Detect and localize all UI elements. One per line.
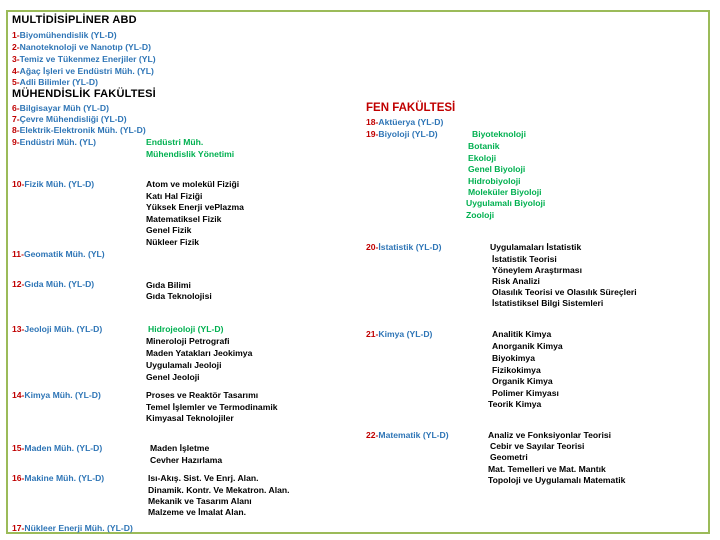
fen-d20-sub-1: Uygulamaları İstatistik	[490, 242, 582, 252]
fen-d19-sub-2: Botanik	[468, 141, 500, 151]
fen-d21-sub-2: Anorganik Kimya	[492, 341, 563, 351]
muh-dept-6: 6-Bilgisayar Müh (YL-D)	[12, 103, 109, 113]
muh-d10-sub-4: Matematiksel Fizik	[146, 214, 222, 224]
muh-d14-sub-1: Proses ve Reaktör Tasarımı	[146, 390, 259, 400]
fen-d20-sub-3: Yöneylem Araştırması	[492, 265, 582, 275]
fen-d21-sub-7: Teorik Kimya	[488, 399, 542, 409]
muh-d16-sub-1: Isı-Akış. Sist. Ve Enrj. Alan.	[148, 473, 259, 483]
muh-d12-sub-1: Gıda Bilimi	[146, 280, 191, 290]
fen-dept-19: 19-Biyoloji (YL-D)	[366, 129, 438, 139]
muh-dept-16: 16-Makine Müh. (YL-D)	[12, 473, 105, 483]
muh-heading: MÜHENDİSLİK FAKÜLTESİ	[12, 88, 156, 100]
muh-dept-9: 9-Endüstri Müh. (YL)	[12, 137, 97, 147]
muh-d16-sub-4: Malzeme ve İmalat Alan.	[148, 507, 247, 517]
muh-d13-sub-4: Uygulamalı Jeoloji	[146, 360, 222, 370]
muh-d9-sub-1: Endüstri Müh.	[146, 137, 204, 147]
muh-dept-12: 12-Gıda Müh. (YL-D)	[12, 279, 95, 289]
muh-d14-sub-2: Temel İşlemler ve Termodinamik	[146, 402, 278, 412]
fen-d22-sub-3: Geometri	[490, 452, 528, 462]
muh-d14-sub-3: Kimyasal Teknolojiler	[146, 413, 234, 423]
fen-d22-sub-1: Analiz ve Fonksiyonlar Teorisi	[488, 430, 612, 440]
fen-d22-sub-5: Topoloji ve Uygulamalı Matematik	[488, 475, 626, 485]
muh-d16-sub-3: Mekanik ve Tasarım Alanı	[148, 496, 252, 506]
fen-d21-sub-1: Analitik Kimya	[492, 329, 552, 339]
muh-dept-15: 15-Maden Müh. (YL-D)	[12, 443, 103, 453]
muh-d9-sub-2: Mühendislik Yönetimi	[146, 149, 235, 159]
muh-d13-sub-3: Maden Yatakları Jeokimya	[146, 348, 253, 358]
fen-dept-21: 21-Kimya (YL-D)	[366, 329, 433, 339]
muh-d13-sub-5: Genel Jeoloji	[146, 372, 200, 382]
fen-d20-sub-6: İstatistiksel Bilgi Sistemleri	[492, 298, 604, 308]
fen-d20-sub-5: Olasılık Teorisi ve Olasılık Süreçleri	[492, 287, 637, 297]
muh-d15-sub-1: Maden İşletme	[150, 443, 210, 453]
fen-d20-sub-2: İstatistik Teorisi	[492, 254, 557, 264]
multi-item-1: 1-Biyomühendislik (YL-D)	[12, 30, 117, 40]
fen-d22-sub-4: Mat. Temelleri ve Mat. Mantık	[488, 464, 606, 474]
fen-heading: FEN FAKÜLTESİ	[366, 102, 456, 114]
fen-d21-sub-4: Fizikokimya	[492, 365, 541, 375]
fen-dept-22: 22-Matematik (YL-D)	[366, 430, 449, 440]
fen-d22-sub-2: Cebir ve Sayılar Teorisi	[490, 441, 585, 451]
fen-d19-sub-1: Biyoteknoloji	[472, 129, 526, 139]
multi-item-4: 4-Ağaç İşleri ve Endüstri Müh. (YL)	[12, 66, 154, 76]
fen-d19-sub-8: Zooloji	[466, 210, 495, 220]
muh-dept-14: 14-Kimya Müh. (YL-D)	[12, 390, 101, 400]
multi-item-5: 5-Adli Bilimler (YL-D)	[12, 77, 98, 87]
muh-d15-sub-2: Cevher Hazırlama	[150, 455, 223, 465]
multi-item-2: 2-Nanoteknoloji ve Nanotıp (YL-D)	[12, 42, 151, 52]
muh-d13-sub-1: Hidrojeoloji (YL-D)	[148, 324, 224, 334]
muh-d10-sub-3: Yüksek Enerji vePlazma	[146, 202, 244, 212]
multi-heading: MULTİDİSİPLİNER ABD	[12, 14, 137, 26]
fen-d21-sub-5: Organik Kimya	[492, 376, 553, 386]
fen-d21-sub-3: Biyokimya	[492, 353, 535, 363]
muh-d16-sub-2: Dinamik. Kontr. Ve Mekatron. Alan.	[148, 485, 290, 495]
fen-d19-sub-6: Moleküler Biyoloji	[468, 187, 542, 197]
muh-dept-8: 8-Elektrik-Elektronik Müh. (YL-D)	[12, 125, 146, 135]
fen-d19-sub-3: Ekoloji	[468, 153, 497, 163]
fen-d19-sub-7: Uygulamalı Biyoloji	[466, 198, 546, 208]
fen-d20-sub-4: Risk Analizi	[492, 276, 540, 286]
muh-d10-sub-1: Atom ve molekül Fiziği	[146, 179, 240, 189]
fen-d19-sub-5: Hidrobiyoloji	[468, 176, 521, 186]
muh-d10-sub-2: Katı Hal Fiziği	[146, 191, 203, 201]
multi-item-3: 3-Temiz ve Tükenmez Enerjiler (YL)	[12, 54, 156, 64]
muh-d13-sub-2: Mineroloji Petrografi	[146, 336, 230, 346]
muh-dept-7: 7-Çevre Mühendisliği (YL-D)	[12, 114, 127, 124]
muh-dept-17: 17-Nükleer Enerji Müh. (YL-D)	[12, 523, 133, 533]
muh-dept-11: 11-Geomatik Müh. (YL)	[12, 249, 105, 259]
fen-d21-sub-6: Polimer Kimyası	[492, 388, 559, 398]
fen-d19-sub-4: Genel Biyoloji	[468, 164, 526, 174]
muh-d10-sub-5: Genel Fizik	[146, 225, 192, 235]
fen-dept-20: 20-İstatistik (YL-D)	[366, 242, 442, 252]
fen-dept-18: 18-Aktüerya (YL-D)	[366, 117, 444, 127]
muh-d12-sub-2: Gıda Teknolojisi	[146, 291, 212, 301]
muh-d10-sub-6: Nükleer Fizik	[146, 237, 200, 247]
muh-dept-10: 10-Fizik Müh. (YL-D)	[12, 179, 95, 189]
muh-dept-13: 13-Jeoloji Müh. (YL-D)	[12, 324, 103, 334]
